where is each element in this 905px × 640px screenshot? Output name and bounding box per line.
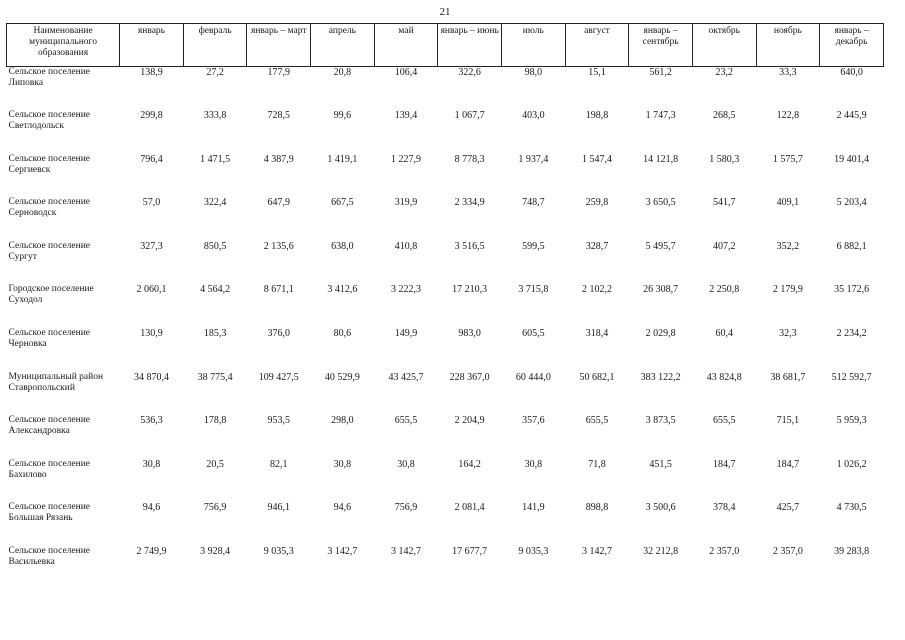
value-cell: 3 142,7 bbox=[391, 546, 422, 558]
header-cell: январь – декабрь bbox=[820, 24, 884, 67]
value-cell: 1 026,2 bbox=[836, 458, 867, 470]
value-cell: 2 204,9 bbox=[454, 415, 485, 427]
value-cell: 378,4 bbox=[712, 502, 736, 514]
value-cell: 756,9 bbox=[203, 502, 227, 514]
value-cell: 541,7 bbox=[712, 197, 736, 209]
value-cell: 512 592,7 bbox=[831, 371, 872, 383]
value-cell: 185,3 bbox=[203, 328, 227, 340]
header-cell: август bbox=[565, 24, 629, 67]
value-cell: 30,8 bbox=[397, 458, 415, 470]
value-cell: 184,7 bbox=[776, 458, 800, 470]
value-cell: 20,8 bbox=[333, 67, 352, 78]
municipality-name-cell: Сельское поселение Большая Рязань bbox=[8, 502, 91, 524]
value-cell: 3 650,5 bbox=[645, 197, 676, 209]
page-number: 21 bbox=[439, 6, 451, 18]
value-cell: 139,4 bbox=[394, 110, 418, 122]
header-cell: январь – март bbox=[247, 24, 311, 67]
header-cell: январь – июнь bbox=[438, 24, 502, 67]
value-cell: 322,6 bbox=[458, 67, 481, 78]
value-cell: 327,3 bbox=[140, 240, 163, 252]
value-cell: 30,8 bbox=[333, 458, 352, 470]
value-cell: 5 495,7 bbox=[645, 240, 676, 252]
value-cell: 35 172,6 bbox=[834, 284, 870, 296]
value-cell: 98,0 bbox=[524, 67, 543, 78]
value-cell: 319,9 bbox=[394, 197, 418, 209]
value-cell: 2 179,9 bbox=[772, 284, 803, 296]
table-row bbox=[7, 154, 884, 198]
value-cell: 57,0 bbox=[142, 197, 161, 209]
value-cell: 122,8 bbox=[776, 110, 800, 122]
value-cell: 15,1 bbox=[588, 67, 606, 78]
value-cell: 198,8 bbox=[585, 110, 609, 122]
value-cell: 1 747,3 bbox=[645, 110, 676, 122]
value-cell: 357,6 bbox=[522, 415, 545, 427]
value-cell: 94,6 bbox=[142, 502, 161, 514]
value-cell: 383 122,2 bbox=[640, 371, 681, 383]
value-cell: 32 212,8 bbox=[643, 546, 679, 558]
value-cell: 3 222,3 bbox=[391, 284, 422, 296]
value-cell: 1 547,4 bbox=[581, 153, 612, 165]
value-cell: 4 730,5 bbox=[836, 502, 867, 514]
value-cell: 3 142,7 bbox=[581, 546, 612, 558]
value-cell: 1 575,7 bbox=[772, 153, 803, 165]
value-cell: 328,7 bbox=[585, 240, 609, 252]
table-row bbox=[7, 415, 884, 459]
value-cell: 298,0 bbox=[331, 415, 354, 427]
table-row bbox=[7, 241, 884, 285]
value-cell: 17 210,3 bbox=[452, 284, 488, 296]
value-cell: 71,8 bbox=[588, 458, 606, 470]
value-cell: 94,6 bbox=[333, 502, 352, 514]
value-cell: 9 035,3 bbox=[263, 546, 294, 558]
value-cell: 228 367,0 bbox=[449, 371, 490, 383]
value-cell: 141,9 bbox=[522, 502, 545, 514]
value-cell: 268,5 bbox=[712, 110, 736, 122]
value-cell: 983,0 bbox=[458, 328, 481, 340]
value-cell: 40 529,9 bbox=[324, 371, 360, 383]
value-cell: 638,0 bbox=[331, 240, 354, 252]
value-cell: 3 412,6 bbox=[327, 284, 358, 296]
value-cell: 99,6 bbox=[333, 110, 352, 122]
value-cell: 728,5 bbox=[267, 110, 290, 122]
value-cell: 425,7 bbox=[776, 502, 800, 514]
value-cell: 9 035,3 bbox=[518, 546, 549, 558]
value-cell: 4 387,9 bbox=[263, 153, 294, 165]
value-cell: 655,5 bbox=[585, 415, 609, 427]
value-cell: 640,0 bbox=[840, 67, 863, 78]
value-cell: 403,0 bbox=[522, 110, 545, 122]
value-cell: 130,9 bbox=[140, 328, 163, 340]
value-cell: 43 824,8 bbox=[706, 371, 742, 383]
value-cell: 259,8 bbox=[585, 197, 609, 209]
value-cell: 14 121,8 bbox=[643, 153, 679, 165]
value-cell: 2 749,9 bbox=[136, 546, 167, 558]
value-cell: 26 308,7 bbox=[643, 284, 679, 296]
header-cell: июль bbox=[502, 24, 566, 67]
value-cell: 715,1 bbox=[776, 415, 800, 427]
header-cell: январь – сентябрь bbox=[629, 24, 693, 67]
value-cell: 451,5 bbox=[649, 458, 672, 470]
value-cell: 38 775,4 bbox=[197, 371, 233, 383]
value-cell: 946,1 bbox=[267, 502, 290, 514]
value-cell: 376,0 bbox=[267, 328, 290, 340]
value-cell: 1 471,5 bbox=[200, 153, 231, 165]
value-cell: 60 444,0 bbox=[515, 371, 551, 383]
municipality-name-cell: Сельское поселение Сургут bbox=[8, 240, 91, 262]
value-cell: 23,2 bbox=[715, 67, 733, 78]
value-cell: 43 425,7 bbox=[388, 371, 424, 383]
value-cell: 2 135,6 bbox=[263, 240, 294, 252]
header-cell: Наименование муниципального образования bbox=[7, 24, 120, 67]
value-cell: 106,4 bbox=[394, 67, 418, 78]
value-cell: 599,5 bbox=[522, 240, 545, 252]
value-cell: 8 778,3 bbox=[454, 153, 485, 165]
municipality-name-cell: Сельское поселение Светлодольск bbox=[8, 110, 91, 132]
data-table bbox=[6, 23, 884, 590]
value-cell: 536,3 bbox=[140, 415, 163, 427]
municipality-name-cell: Сельское поселение Черновка bbox=[8, 328, 91, 350]
value-cell: 1 419,1 bbox=[327, 153, 358, 165]
table-row bbox=[7, 67, 884, 111]
value-cell: 27,2 bbox=[206, 67, 224, 78]
header-row bbox=[7, 24, 884, 67]
value-cell: 30,8 bbox=[142, 458, 161, 470]
value-cell: 184,7 bbox=[712, 458, 736, 470]
value-cell: 1 227,9 bbox=[391, 153, 422, 165]
municipality-name-cell: Сельское поселение Липовка bbox=[8, 67, 91, 88]
value-cell: 109 427,5 bbox=[258, 371, 299, 383]
value-cell: 4 564,2 bbox=[200, 284, 231, 296]
table-row bbox=[7, 372, 884, 416]
municipality-name-cell: Сельское поселение Серноводск bbox=[8, 197, 91, 219]
value-cell: 164,2 bbox=[458, 458, 481, 470]
value-cell: 796,4 bbox=[140, 153, 163, 165]
value-cell: 82,1 bbox=[270, 458, 288, 470]
header-cell: октябрь bbox=[692, 24, 756, 67]
value-cell: 1 067,7 bbox=[454, 110, 485, 122]
value-cell: 2 102,2 bbox=[581, 284, 612, 296]
value-cell: 149,9 bbox=[394, 328, 418, 340]
value-cell: 6 882,1 bbox=[836, 240, 867, 252]
value-cell: 8 671,1 bbox=[263, 284, 294, 296]
value-cell: 80,6 bbox=[333, 328, 352, 340]
value-cell: 322,4 bbox=[203, 197, 227, 209]
value-cell: 30,8 bbox=[524, 458, 543, 470]
municipality-name-cell: Городское поселение Суходол bbox=[8, 284, 94, 306]
value-cell: 2 029,8 bbox=[645, 328, 676, 340]
value-cell: 2 357,0 bbox=[709, 546, 740, 558]
value-cell: 407,2 bbox=[712, 240, 736, 252]
value-cell: 19 401,4 bbox=[834, 153, 870, 165]
value-cell: 850,5 bbox=[203, 240, 227, 252]
value-cell: 34 870,4 bbox=[133, 371, 169, 383]
value-cell: 5 959,3 bbox=[836, 415, 867, 427]
header-cell: февраль bbox=[183, 24, 247, 67]
value-cell: 2 334,9 bbox=[454, 197, 485, 209]
value-cell: 647,9 bbox=[267, 197, 290, 209]
value-cell: 5 203,4 bbox=[836, 197, 867, 209]
table-row bbox=[7, 459, 884, 503]
value-cell: 2 060,1 bbox=[136, 284, 167, 296]
value-cell: 32,3 bbox=[779, 328, 797, 340]
table-body bbox=[7, 67, 884, 590]
value-cell: 1 937,4 bbox=[518, 153, 549, 165]
municipality-name-cell: Сельское поселение Сергиевск bbox=[8, 153, 91, 175]
value-cell: 2 357,0 bbox=[772, 546, 803, 558]
value-cell: 3 142,7 bbox=[327, 546, 358, 558]
table-row bbox=[7, 110, 884, 154]
value-cell: 50 682,1 bbox=[579, 371, 615, 383]
value-cell: 33,3 bbox=[779, 67, 797, 78]
header-cell: апрель bbox=[311, 24, 375, 67]
municipality-name-cell: Сельское поселение Васильевка bbox=[8, 546, 91, 568]
value-cell: 748,7 bbox=[522, 197, 545, 209]
value-cell: 178,8 bbox=[203, 415, 227, 427]
value-cell: 655,5 bbox=[394, 415, 418, 427]
table-row bbox=[7, 197, 884, 241]
table-row bbox=[7, 502, 884, 546]
value-cell: 318,4 bbox=[585, 328, 609, 340]
header-cell: ноябрь bbox=[756, 24, 820, 67]
value-cell: 39 283,8 bbox=[834, 546, 870, 558]
table-row bbox=[7, 546, 884, 590]
value-cell: 60,4 bbox=[715, 328, 733, 340]
header-cell: январь bbox=[120, 24, 184, 67]
table-row bbox=[7, 284, 884, 328]
value-cell: 409,1 bbox=[776, 197, 800, 209]
value-cell: 605,5 bbox=[522, 328, 545, 340]
value-cell: 3 715,8 bbox=[518, 284, 549, 296]
value-cell: 2 234,2 bbox=[836, 328, 867, 340]
value-cell: 1 580,3 bbox=[709, 153, 740, 165]
value-cell: 3 516,5 bbox=[454, 240, 485, 252]
municipality-name-cell: Муниципальный район Ставропольский bbox=[8, 371, 104, 393]
value-cell: 3 928,4 bbox=[200, 546, 231, 558]
value-cell: 20,5 bbox=[206, 458, 224, 470]
value-cell: 756,9 bbox=[394, 502, 418, 514]
value-cell: 410,8 bbox=[394, 240, 418, 252]
table-row bbox=[7, 328, 884, 372]
value-cell: 953,5 bbox=[267, 415, 290, 427]
municipality-name-cell: Сельское поселение Александровка bbox=[8, 415, 91, 437]
header-cell: май bbox=[374, 24, 438, 67]
value-cell: 177,9 bbox=[267, 67, 290, 78]
value-cell: 17 677,7 bbox=[452, 546, 488, 558]
value-cell: 138,9 bbox=[140, 67, 163, 78]
value-cell: 333,8 bbox=[203, 110, 227, 122]
value-cell: 3 500,6 bbox=[645, 502, 676, 514]
value-cell: 655,5 bbox=[712, 415, 736, 427]
value-cell: 667,5 bbox=[331, 197, 354, 209]
municipality-name-cell: Сельское поселение Бахилово bbox=[8, 458, 91, 480]
value-cell: 561,2 bbox=[649, 67, 672, 78]
value-cell: 299,8 bbox=[140, 110, 163, 122]
value-cell: 898,8 bbox=[585, 502, 609, 514]
value-cell: 38 681,7 bbox=[770, 371, 806, 383]
value-cell: 2 081,4 bbox=[454, 502, 485, 514]
value-cell: 3 873,5 bbox=[645, 415, 676, 427]
value-cell: 2 250,8 bbox=[709, 284, 740, 296]
value-cell: 352,2 bbox=[776, 240, 800, 252]
value-cell: 2 445,9 bbox=[836, 110, 867, 122]
